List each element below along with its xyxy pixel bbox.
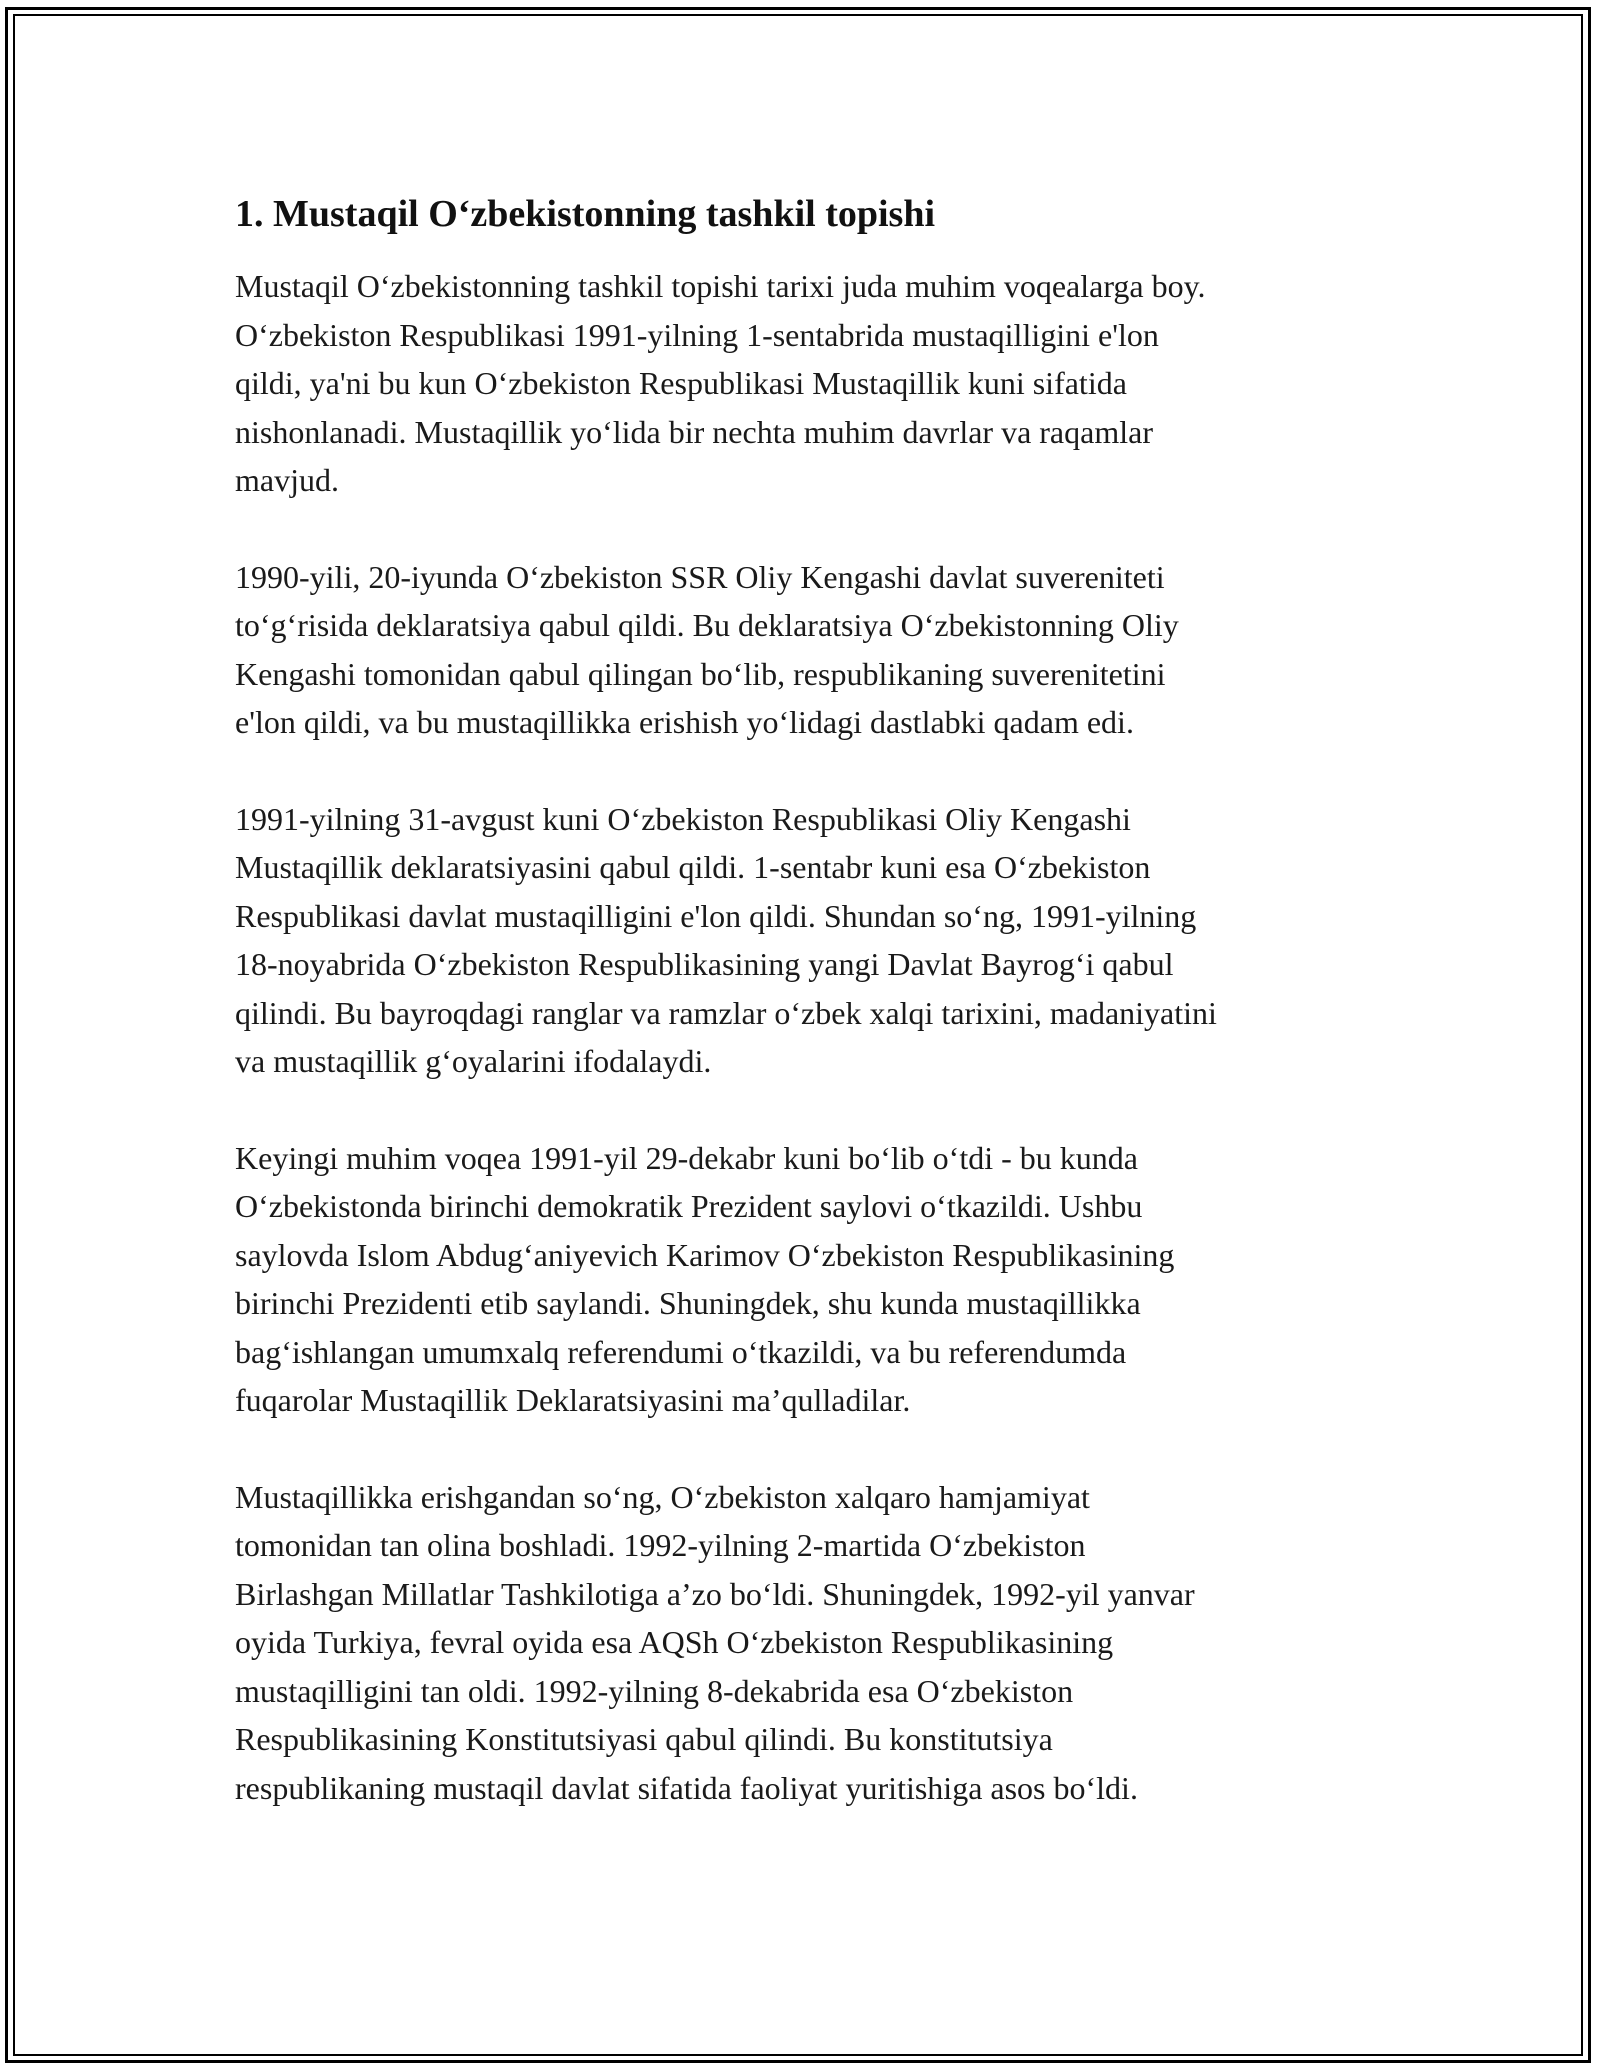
section-heading: 1. Mustaqil O‘zbekistonning tashkil topishi	[235, 193, 936, 235]
document-body	[235, 186, 1365, 1860]
paragraph-presidential-election: Keyingi muhim voqea 1991-yil 29-dekabr kuni bo‘lib o‘tdi - bu kunda O‘zbekistonda birinchi demokratik Prezident saylovi o‘tkazildi. Ushbu saylovda Islom Abdug‘aniyevich Karimov O‘zbekiston Respublikasining birinchi Prezidenti etib saylandi. Shuningdek, shu kunda mustaqillikka bag‘ishlangan umumxalq referendumi o‘tkazildi, va bu referendumda fuqarolar Mustaqillik Deklaratsiyasini ma’qulladilar.	[235, 1139, 1175, 1418]
paragraph-intro: Mustaqil O‘zbekistonning tashkil topishi tarixi juda muhim voqealarga boy. O‘zbekiston Respublikasi 1991-yilning 1-sentabrida mustaqilligini e'lon qildi, ya'ni bu kun O‘zbekiston Respublikasi Mustaqillik kuni sifatida nishonlanadi. Mustaqillik yo‘lida bir nechta muhim davrlar va raqamlar mavjud.	[235, 268, 1206, 498]
paragraph-international-recognition: Mustaqillikka erishgandan so‘ng, O‘zbekiston xalqaro hamjamiyat tomonidan tan olina boshladi. 1992-yilning 2-martida O‘zbekiston Birlashgan Millatlar Tashkilotiga a’zo bo‘ldi. Shuningdek, 1992-yil yanvar oyida Turkiya, fevral oyida esa AQSh O‘zbekiston Respublikasining mustaqilligini tan oldi. 1992-yilning 8-dekabrida esa O‘zbekiston Respublikasining Konstitutsiyasi qabul qilindi. Bu konstitutsiya respublikaning mustaqil davlat sifatida faoliyat yuritishiga asos bo‘ldi.	[235, 1478, 1195, 1806]
paragraph-sovereignty-declaration: 1990-yili, 20-iyunda O‘zbekiston SSR Oliy Kengashi davlat suvereniteti to‘g‘risida deklaratsiya qabul qildi. Bu deklaratsiya O‘zbekistonning Oliy Kengashi tomonidan qabul qilingan bo‘lib, respublikaning suverenitetini e'lon qildi, va bu mustaqillikka erishish yo‘lidagi dastlabki qadam edi.	[235, 558, 1179, 740]
paragraph-independence-declaration: 1991-yilning 31-avgust kuni O‘zbekiston Respublikasi Oliy Kengashi Mustaqillik deklaratsiyasini qabul qildi. 1-sentabr kuni esa O‘zbekiston Respublikasi davlat mustaqilligini e'lon qildi. Shundan so‘ng, 1991-yilning 18-noyabrida O‘zbekiston Respublikasining yangi Davlat Bayrog‘i qabul qilindi. Bu bayroqdagi ranglar va ramzlar o‘zbek xalqi tarixini, madaniyatini va mustaqillik g‘oyalarini ifodalaydi.	[235, 800, 1217, 1079]
